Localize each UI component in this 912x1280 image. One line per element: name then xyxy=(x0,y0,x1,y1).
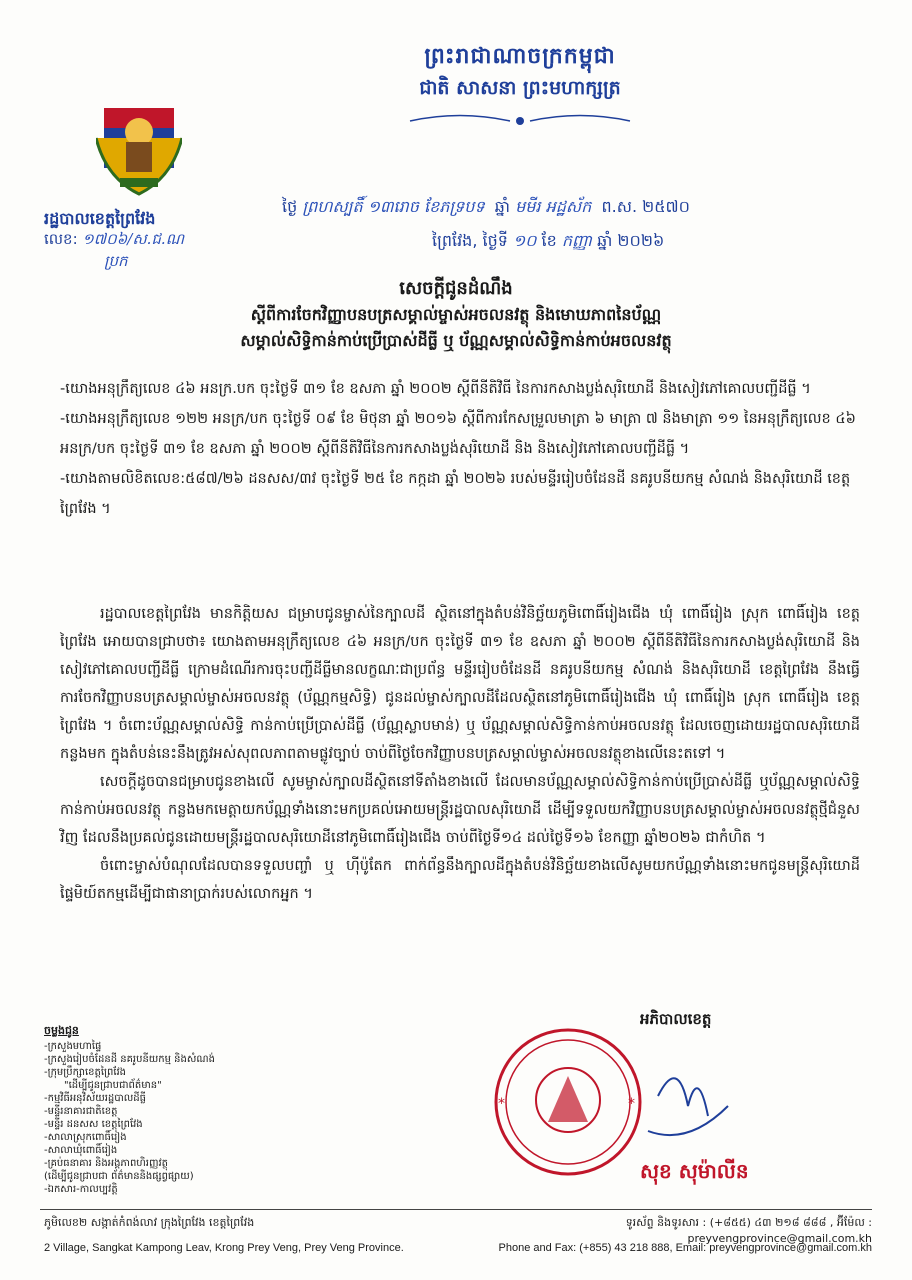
notice-subject-line1: ស្តីពីការចែកវិញ្ញាបនបត្រសម្គាល់ម្ចាស់អចលនវត្ថុ និងមោឃភាពនៃប័ណ្ណ xyxy=(250,305,662,324)
cc-title: ចម្លងជូន xyxy=(44,1024,79,1037)
footer-divider xyxy=(40,1209,872,1210)
reference-sub: ប្រក xyxy=(104,252,128,270)
footer-contact-kh: ទូរស័ព្ទ និងទូរសារ : (+៨៥៥) ៤៣ ២១៨ ៨៨៨ , អ៊ីម៉ែល : preyvengprovince@gmail.com.kh xyxy=(625,1216,872,1245)
lunar-day: ព្រហស្បតិ៍ ១៣រោច ខែភទ្របទ xyxy=(302,197,485,216)
issuing-authority: រដ្ឋបាលខេត្តព្រៃវែង xyxy=(44,209,156,228)
reference-value: ១៧០៦/ស.ជ.ណ xyxy=(82,230,185,248)
date-day: ១០ xyxy=(512,231,537,250)
cc-item: -គ្រប់ធនាគារ និងអង្គភាពហិរញ្ញវត្ថុ xyxy=(44,1158,169,1169)
cc-item: -ក្រុមប្រឹក្សាខេត្តព្រៃវែង xyxy=(44,1067,127,1078)
reference-number xyxy=(44,230,184,274)
kingdom-title: ព្រះរាជាណាចក្រកម្ពុជា xyxy=(424,43,616,69)
reference-item: -យោងតាមលិខិតលេខ:៥៨៧/២៦ ដនសស/៣វ ចុះថ្ងៃទី ២៥ ខែ កក្កដា ឆ្នាំ ២០២៦ របស់មន្ទីររៀបចំដែនដី នគរូបនីយកម្ម សំណង់ និងសុរិយោដី ខេត្តព្រៃវែង ។ xyxy=(60,471,851,517)
body-paragraph: រដ្ឋបាលខេត្តព្រៃវែង មានកិត្តិយស ជម្រាបជូនម្ចាស់នៃក្បាលដី ស្ថិតនៅក្នុងតំបន់វិនិច្ឆ័យភូមិពោធិ៍រៀងជើង ឃុំ ពោធិ៍រៀង ស្រុក ពោធិ៍រៀង ខេត្តព្រៃវែង អោយបានជ្រាបថា៖ យោងតាមអនុក្រឹត្យលេខ ៤៦ អនក្រ/បក ចុះថ្ងៃទី ៣១ ខែ ឧសភា ឆ្នាំ ២០០២ ស្តីពីនីតិវិធីនៃការកសាងប្លង់សុរិយោដី និងសៀវភៅគោលបញ្ជីដីធ្លី ក្រោមដំណើរការចុះបញ្ជីដីធ្លីមានលក្ខណៈជាប្រព័ន្ធ មន្ទីររៀបចំដែនដី នគរូបនីយកម្ម សំណង់ និងសុរិយោដី ខេត្តព្រៃវែង នឹងធ្វើការចែកវិញ្ញាបនបត្រសម្គាល់ម្ចាស់អចលនវត្ថុ (ប័ណ្ណកម្មសិទ្ធិ) ជូនដល់ម្ចាស់ក្បាលដីដែលស្ថិតនៅភូមិពោធិ៍រៀងជើង ឃុំ ពោធិ៍រៀង ស្រុក ពោធិ៍រៀង ខេត្តព្រៃវែង ។ ចំពោះប័ណ្ណសម្គាល់សិទ្ធិ កាន់កាប់ប្រើប្រាស់ដីធ្លី (ប័ណ្ណស្លាបមាន់) ឬ ប័ណ្ណសម្គាល់សិទ្ធិកាន់កាប់អចលនវត្ថុ ដែលចេញដោយរដ្ឋបាលសុរិយោដីកន្លងមក ក្នុងតំបន់នេះនឹងត្រូវអស់សុពលភាពតាមផ្លូវច្បាប់ ចាប់ពីថ្ងៃចែកវិញ្ញាបនបត្រសម្គាល់ម្ចាស់អចលនវត្ថុខាងលើនេះតទៅ ។ xyxy=(60,606,860,762)
svg-text:*: * xyxy=(498,1096,505,1112)
date-month-label: ខែ xyxy=(541,231,557,250)
national-motto: ជាតិ សាសនា ព្រះមហាក្សត្រ xyxy=(419,77,621,99)
cc-item: -ក្រសួងរៀបចំដែនដី នគរូបនីយកម្ម និងសំណង់ xyxy=(44,1054,215,1065)
footer-address-en: 2 Village, Sangkat Kampong Leav, Krong Prey Veng, Prey Veng Province. xyxy=(44,1242,404,1254)
notice-title: សេចក្តីជូនដំណឹង xyxy=(399,278,513,299)
cc-item: "ដើម្បីជូនជ្រាបជាព័ត៌មាន" xyxy=(64,1080,162,1091)
date-month: កញ្ញា xyxy=(561,231,592,250)
body-paragraph: ចំពោះម្ចាស់បំណុលដែលបានទទួលបញ្ចាំ ឬ ហ៊ីប៉ូតែក ពាក់ព័ន្ធនឹងក្បាលដីក្នុងតំបន់វិនិច្ឆ័យខាងលើសូមយកប័ណ្ណទាំងនោះមកជូនមន្ត្រីសុរិយោដីផ្ទៃមិយ៍តកម្មដើម្បីជាផានាប្រាក់របស់លោកអ្នក ។ xyxy=(60,858,860,902)
body-paragraph: សេចក្តីដូចបានជម្រាបជូនខាងលើ សូមម្ចាស់ក្បាលដីស្ថិតនៅទីតាំងខាងលើ ដែលមានប័ណ្ណសម្គាល់សិទ្ធិកាន់កាប់ប្រើប្រាស់ដីធ្លី ឬប័ណ្ណសម្គាល់សិទ្ធិកាន់កាប់អចលនវត្ថុ កន្លងមកមេត្តាយកប័ណ្ណទាំងនោះមកប្រគល់អោយមន្ត្រីរដ្ឋបាលសុរិយោដី ដើម្បីទទួលយកវិញ្ញាបនបត្រសម្គាល់ម្ចាស់អចលនវត្ថុថ្មីជំនួសវិញ ដែលនឹងប្រគល់ជូនដោយមន្ត្រីរដ្ឋបាលសុរិយោដីនៅភូមិពោធិ៍រៀងជើង ចាប់ពីថ្ងៃទី១៤ ដល់ថ្ងៃទី១៦ ខែកញ្ញា ឆ្នាំ២០២៦ ជាកំហិត ។ xyxy=(60,774,860,846)
reference-label: លេខ: xyxy=(44,230,78,248)
signatory-name: សុខ សុម៉ាលីន xyxy=(640,1159,749,1183)
copy-to-list xyxy=(44,1024,304,1196)
cc-item: -មន្ទីរនាគារជាតិខេត្ត xyxy=(44,1106,118,1117)
signatory-title: អភិបាលខេត្ត xyxy=(640,1010,712,1028)
lunar-era: ព.ស. ២៥៧០ xyxy=(601,197,691,216)
reference-item: -យោងអនុក្រឹត្យលេខ ១២២ អនក្រ/បក ចុះថ្ងៃទី ០៩ ខែ មិថុនា ឆ្នាំ ២០១៦ ស្តីពីការកែសម្រួលមាត្រា ៦ មាត្រា ៧ និងមាត្រា ១១ នៃអនុក្រឹត្យលេខ ៤៦ អនក្រ/បក ចុះថ្ងៃទី ៣១ ខែ ឧសភា ឆ្នាំ ២០០២ ស្តីពីនីតិវិធីនៃការកសាងប្លង់សុរិយោដី និង និងសៀវភៅគោលបញ្ជីដីធ្លី ។ xyxy=(60,411,856,457)
notice-body xyxy=(60,600,860,908)
reference-item: -យោងអនុក្រឹត្យលេខ ៤៦ អនក្រ.បក ចុះថ្ងៃទី ៣១ ខែ ឧសភា ឆ្នាំ ២០០២ ស្តីពីនីតិវិធី នៃការកសាងប្លង់សុរិយោដី និងសៀវភៅគោលបញ្ជីដីធ្លី ។ xyxy=(60,381,811,397)
lunar-year: មមីរ អដ្ឋស័ក xyxy=(515,197,592,216)
cc-item: -មន្ទីរ ដនសស ខេត្តព្រៃវែង xyxy=(44,1119,143,1130)
cc-item: -ឯកសារ-កាលប្បវត្តិ xyxy=(44,1184,118,1195)
gregorian-date xyxy=(432,230,872,254)
footer-address-kh: ភូមិលេខ២ សង្កាត់កំពង់លាវ ក្រុងព្រៃវែង ខេត្តព្រៃវែង xyxy=(44,1216,255,1229)
svg-text:*: * xyxy=(628,1096,635,1112)
legal-references xyxy=(60,374,860,524)
lunar-prefix: ថ្ងៃ xyxy=(282,197,298,216)
notice-subject-line2: សម្គាល់សិទ្ធិកាន់កាប់ប្រើប្រាស់ដីធ្លី ឬ ប័ណ្ណសម្គាល់សិទ្ធិកាន់កាប់អចលនវត្ថុ xyxy=(240,331,672,350)
ornament-divider-icon xyxy=(400,112,640,130)
lunar-year-label: ឆ្នាំ xyxy=(494,197,511,216)
date-place: ព្រៃវែង, ថ្ងៃទី xyxy=(432,231,508,250)
lunar-date xyxy=(282,196,872,220)
cc-item: -កម្មវិធីអនុវិស័យរដ្ឋបាលដីធ្លី xyxy=(44,1093,146,1104)
cc-item: -ក្រសួងមហាផ្ទៃ xyxy=(44,1041,102,1052)
cc-item: -សាលាស្រុកពោធិ៍រៀង xyxy=(44,1132,127,1143)
date-year: ឆ្នាំ ២០២៦ xyxy=(597,231,665,250)
cc-item: -សាលាឃុំពោធិ៍រៀង xyxy=(44,1145,118,1156)
provincial-emblem-icon xyxy=(96,98,182,198)
footer-contact-en: Phone and Fax: (+855) 43 218 888, Email: preyvengprovince@gmail.com.kh xyxy=(498,1242,872,1254)
cc-item: (ដើម្បីជូនជ្រាបជា ព័ត៌មាននិងផ្សព្វផ្សាយ) xyxy=(44,1171,194,1182)
